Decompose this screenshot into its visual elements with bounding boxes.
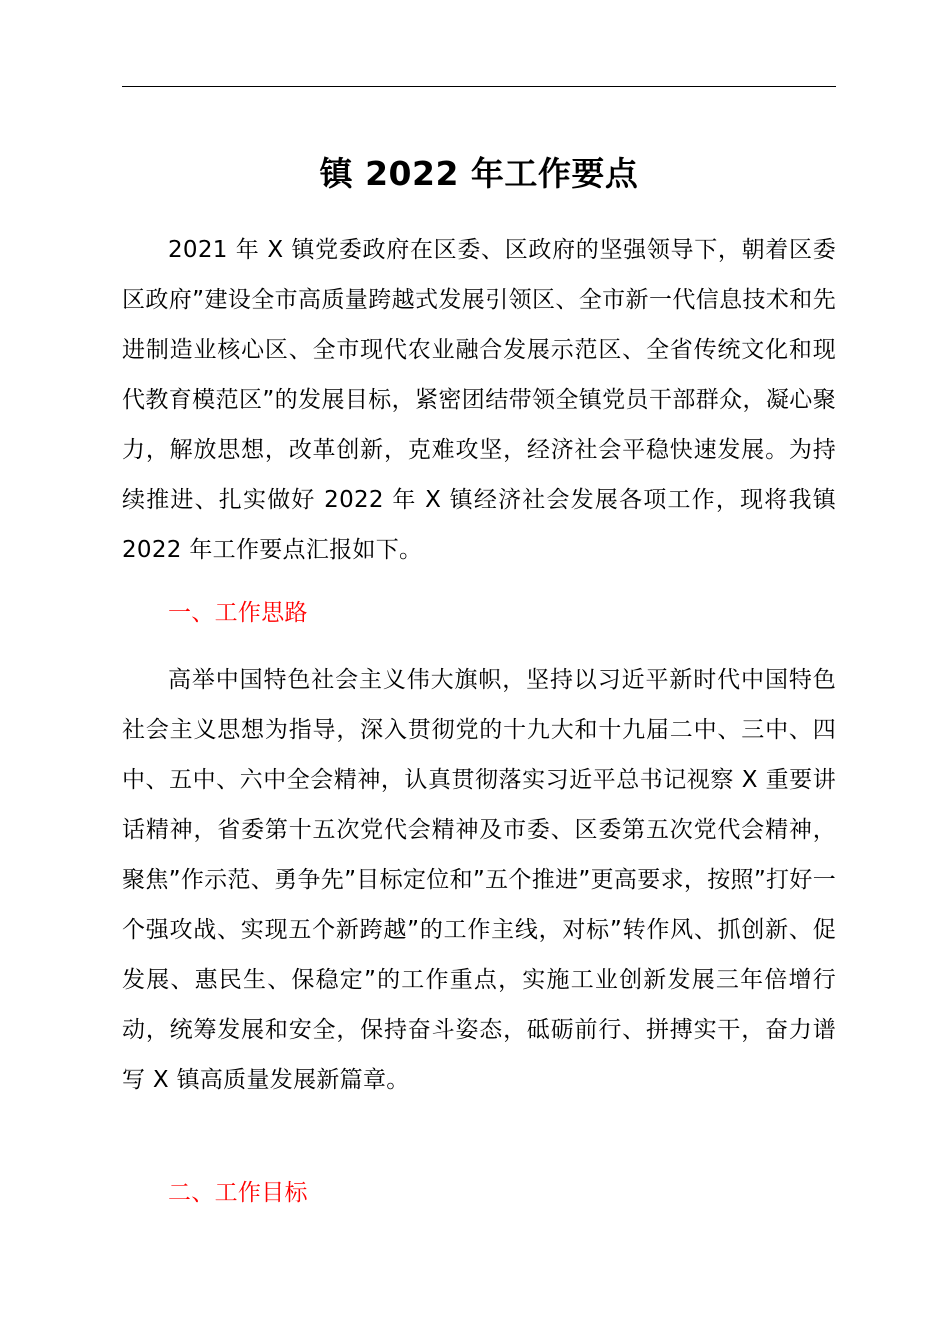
page-title: 镇 2022 年工作要点 <box>319 154 639 193</box>
section-heading-work-goals: 二、工作目标 <box>168 1180 308 1206</box>
header-rule <box>122 86 836 87</box>
intro-paragraph: 2021 年 X 镇党委政府在区委、区政府的坚强领导下，朝着区委区政府”建设全市高质量跨越式发展引领区、全市新一代信息技术和先进制造业核心区、全市现代农业融合发展示范区、全省传统文化和现代教育模范区”的发展目标，紧密团结带领全镇党员干部群众，凝心聚力，解放思想，改革创新，克难攻坚，经济社会平稳快速发展。为持续推进、扎实做好 2022 年 X 镇经济社会发展各项工作，现将我镇 2022 年工作要点汇报如下。 <box>122 237 836 563</box>
work-thinking-paragraph: 高举中国特色社会主义伟大旗帜，坚持以习近平新时代中国特色社会主义思想为指导，深入贯彻党的十九大和十九届二中、三中、四中、五中、六中全会精神，认真贯彻落实习近平总书记视察 X 重要讲话精神，省委第十五次党代会精神及市委、区委第五次党代会精神，聚焦”作示范、勇争先”目标定位和”五个推进”更高要求，按照”打好一个强攻战、实现五个新跨越”的工作主线，对标”转作风、抓创新、促发展、惠民生、保稳定”的工作重点，实施工业创新发展三年倍增行动，统筹发展和安全，保持奋斗姿态，砥砺前行、拼搏实干，奋力谱写 X 镇高质量发展新篇章。 <box>122 667 836 1093</box>
section-heading-work-thinking: 一、工作思路 <box>168 600 308 626</box>
